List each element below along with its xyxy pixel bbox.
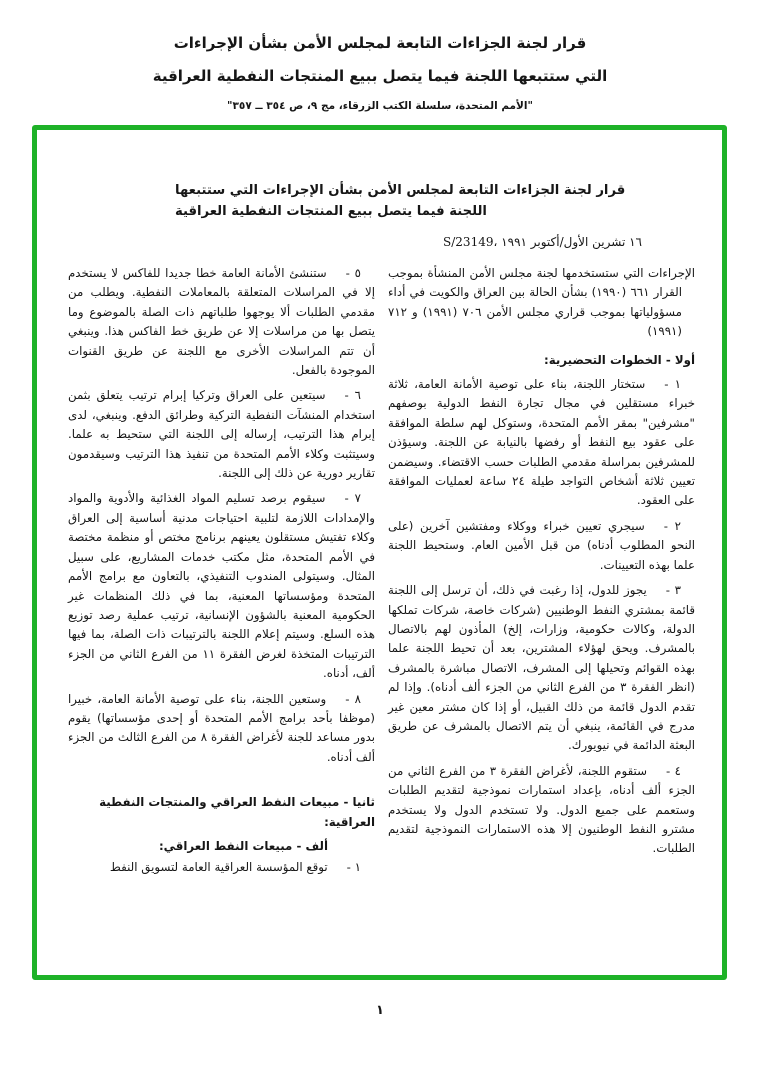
item-number: ٨ - bbox=[345, 691, 361, 706]
item-text: سيتعين على العراق وتركيا إبرام ترتيب يتعلق بثمن استخدام المنشآت النفطية التركية وطرائق الدفع. وينبغي، لدى إبرام هذا الترتيب، إرساله إلى اللجنة التي ستحيط به علما. وسيتثبت وكلاء الأمم المتحدة من تنفيذ هذا الترتيب وسيقدمون تقارير دورية عن ذلك إلى اللجنة. bbox=[68, 388, 375, 481]
item-text: سيجري تعيين خبراء ووكلاء ومفتشين آخرين (على النحو المطلوب أدناه) من قبل الأمين العام. وستحيط اللجنة علما بهذه التعيينات. bbox=[388, 518, 695, 572]
section2-heading: ثانيا - مبيعات النفط العراقي والمنتجات النفطية العراقية: bbox=[99, 795, 375, 829]
header-title-line2: التي ستتبعها اللجنة فيما يتصل ببيع المنتجات النفطية العراقية bbox=[152, 67, 608, 85]
section2-sub-heading: ألف - مبيعات النفط العراقي: bbox=[158, 838, 328, 853]
section2-item-1 bbox=[68, 858, 375, 877]
numbered-item-7 bbox=[68, 489, 375, 683]
document-title bbox=[37, 180, 722, 222]
item-text: سيقوم برصد تسليم المواد الغذائية والأدوية والمواد والإمدادات اللازمة لتلبية احتياجات مدنية أساسية إلى العراق وكلاء تفتيش مستقلون يعينهم برنامج مختص أو منظمة مختصة في الأمم المتحدة، مثل مكتب خدمات المشاريع، على سبيل المثال. وسيتولى المندوب التنفيذي، بالتعاون مع برامج الأمم المتحدة ومؤسساتها المعنية، بما في ذلك المنظمات غير الحكومية المعنية بالشؤون الإنسانية، ترتيب عملية رصد توزيع هذه السلع. وسيتم إعلام اللجنة بالترتيبات ذات الصلة، بما فيها الترتيبات المتخذة لغرض الفقرة ١١ من الفرع الثاني من الجزء ألف، أدناه. bbox=[68, 491, 375, 681]
numbered-item-4 bbox=[388, 762, 695, 859]
section1-heading: أولا - الخطوات التحضيرية: bbox=[543, 352, 695, 367]
column-right bbox=[388, 264, 695, 884]
item-number: ١ - bbox=[346, 860, 361, 875]
document-symbol: S/23149، bbox=[443, 235, 498, 249]
item-number: ٧ - bbox=[344, 491, 361, 506]
item-text: ستختار اللجنة، بناء على توصية الأمانة العامة، ثلاثة خبراء مستقلين في مجال تجارة النفط الدولية بوصفهم "مشرفين" بمقر الأمم المتحدة، وستوكل لهم سلطة الموافقة على عقود بيع النفط أو رفضها بالنيابة عن اللجنة. وسيؤذن للمشرفين بمراسلة مقدمي الطلبات حسب الاقتضاء. وسيضمن تعيين ثلاثة أشخاص التواجد طيلة ٢٤ ساعة لعمليات الموافقة على العقود. bbox=[388, 377, 696, 508]
page-header bbox=[0, 0, 760, 112]
item-number: ١ - bbox=[664, 377, 681, 392]
intro-paragraph: الإجراءات التي ستستخدمها لجنة مجلس الأمن المنشأة بموجب القرار ٦٦١ (١٩٩٠) بشأن الحالة بين العراق والكويت في أداء مسؤولياتها بموجب قراري مجلس الأمن ٧٠٦ (١٩٩١) و ٧١٢ (١٩٩١) bbox=[388, 266, 695, 339]
document-symbol-date bbox=[37, 235, 722, 249]
header-source-note: "الأمم المتحدة، سلسلة الكتب الزرقاء، مج ٩، ص ٣٥٤ ــ ٣٥٧" bbox=[227, 100, 533, 112]
numbered-item-2 bbox=[388, 517, 695, 575]
item-number: ٣ - bbox=[665, 583, 681, 598]
column-left bbox=[68, 264, 375, 884]
item-number: ٦ - bbox=[344, 388, 361, 403]
item-number: ٤ - bbox=[665, 763, 681, 778]
numbered-item-1 bbox=[388, 375, 695, 511]
numbered-item-5 bbox=[68, 264, 375, 380]
document-title-line2: اللجنة فيما يتصل ببيع المنتجات النفطية العراقية bbox=[175, 204, 487, 219]
document-date: ١٦ تشرين الأول/أكتوبر ١٩٩١ bbox=[501, 235, 642, 249]
numbered-item-6 bbox=[68, 386, 375, 483]
item-number: ٥ - bbox=[345, 266, 361, 280]
item-text: توقع المؤسسة العراقية العامة لتسويق النفط bbox=[109, 860, 328, 875]
page-number: ١ bbox=[376, 1003, 384, 1018]
item-text: يجوز للدول، إذا رغبت في ذلك، أن ترسل إلى اللجنة قائمة بمشتري النفط الوطنيين (شركات خاصة، شركات تملكها الدولة، وكالات حكومية، وزارات، إلخ) المأذون لهم بالاتصال بالمشرف. ويحق لهؤلاء المشترين، بعد أن تحيط اللجنة علما بهذه القوائم وتحيلها إلى المشرف، الاتصال مباشرة بالمشرف (انظر الفقرة ٣ من الفرع الثاني من الجزء ألف أدناه). وإذا لم تقدم الدول قائمة من ذلك القبيل، أو إذا كان مشتر معين غير مدرج في القائمة، ينبغي أن يتم الاتصال بالمشرف عن طريق البعثة الدائمة في نيويورك. bbox=[388, 583, 695, 753]
green-border-box bbox=[32, 125, 727, 980]
item-text: وستعين اللجنة، بناء على توصية الأمانة العامة، خبيرا (موظفا بأحد برامج الأمم المتحدة أو إحدى مؤسساتها) يقوم بدور مساعد للجنة لأغراض الفقرة ٨ من الفرع الثالث من الجزء ألف أدناه. bbox=[68, 691, 375, 764]
item-text: ستنشئ الأمانة العامة خطا جديدا للفاكس لا يستخدم إلا في المراسلات المتعلقة بالمعاملات النفطية. ويطلب من مقدمي الطلبات ألا يوجهوا طلباتهم ذات الصلة بالموضوع وما يتصل بها من مراسلات إلا عن طريق خط الفاكس هذا. وينبغي أن تتم المراسلات الأخرى مع اللجنة عن طريق القنوات الموجودة بالفعل. bbox=[68, 266, 375, 378]
numbered-item-8 bbox=[68, 690, 375, 768]
document-title-line1: قرار لجنة الجزاءات التابعة لمجلس الأمن بشأن الإجراءات التي ستتبعها bbox=[175, 183, 626, 198]
item-text: ستقوم اللجنة، لأغراض الفقرة ٣ من الفرع الثاني من الجزء ألف أدناه، بإعداد استمارات نموذجية لتقديم الطلبات وستعمم على جميع الدول. ولا تستخدم الدول ولا يستخدم مشترو النفط الوطنيون إلا هذه الاستمارات النموذجية لتقديم الطلبات. bbox=[388, 763, 695, 856]
two-column-text bbox=[37, 249, 722, 884]
numbered-item-3 bbox=[388, 581, 695, 756]
header-title-line1: قرار لجنة الجزاءات التابعة لمجلس الأمن بشأن الإجراءات bbox=[173, 34, 587, 52]
item-number: ٢ - bbox=[663, 518, 681, 533]
